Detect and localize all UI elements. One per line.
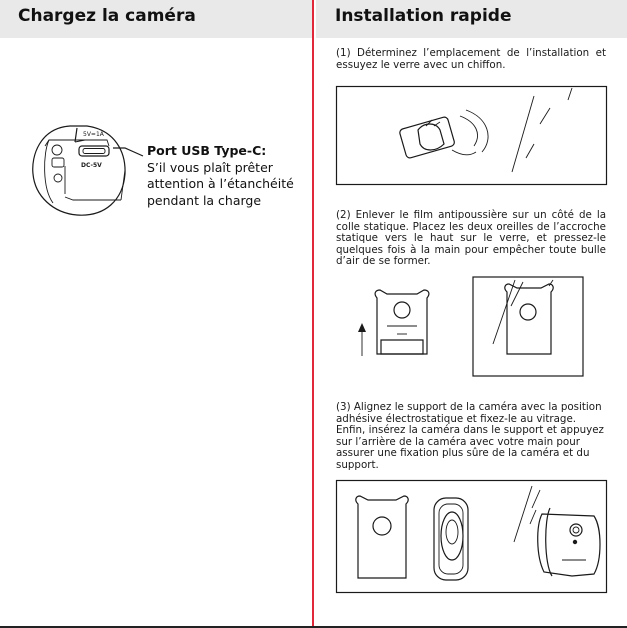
step-3-text: (3) Alignez le support de la caméra avec la position adhésive électrostatique et fixez-le au vitrage. Enfin, insérez la caméra dans le support et appuyez sur l’arrière de la caméra avec votre main pour assurer une fixation plus sûre de la caméra et du support.	[336, 401, 604, 471]
usb-port-note: S’il vous plaît prêter attention à l’étanchéité pendant la charge	[147, 159, 294, 208]
glass-line	[512, 96, 534, 172]
static-sticker	[375, 290, 429, 354]
usb-port-callout	[147, 143, 297, 209]
mounted-camera	[538, 514, 600, 576]
cloth-icon	[399, 116, 455, 159]
step-1-text: (1) Déterminez l’emplacement de l’installation et essuyez le verre avec un chiffon.	[336, 47, 606, 71]
connector-badge-text: 5V=1A	[83, 131, 104, 138]
right-section-title: Installation rapide	[335, 6, 512, 26]
connector-label-text: DC-5V	[81, 162, 102, 169]
left-section-title: Chargez la caméra	[18, 6, 196, 26]
column-divider	[312, 0, 314, 628]
step-2-illustration	[355, 276, 585, 378]
hand-icon	[418, 124, 444, 150]
charging-port-illustration	[25, 118, 155, 223]
mount-bracket	[356, 496, 408, 578]
usb-port-label: Port USB Type-C:	[147, 143, 267, 158]
step-2-text: (2) Enlever le film antipoussière sur un côté de la colle statique. Placez les deux oreilles de l’accroche statique vers le haut sur le verre, et pressez-le quelques fois à la main pour empêcher toute bulle d’air de se former.	[336, 209, 606, 268]
step-3-illustration	[336, 480, 607, 593]
step-1-illustration	[336, 86, 607, 186]
